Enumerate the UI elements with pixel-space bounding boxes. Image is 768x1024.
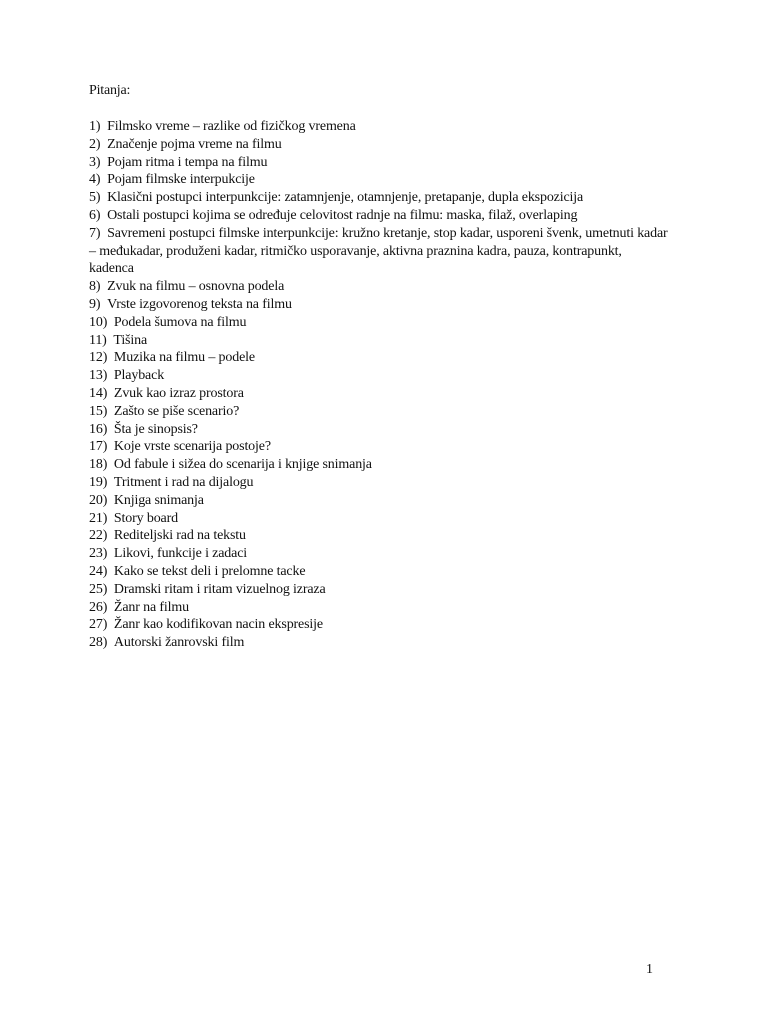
question-number: 22) — [89, 528, 108, 544]
question-item — [89, 616, 669, 634]
question-item — [89, 296, 669, 314]
question-number: 23) — [89, 546, 108, 562]
question-number: 14) — [89, 385, 108, 401]
question-item — [89, 599, 669, 617]
question-number: 26) — [89, 599, 108, 615]
question-text: Pojam filmske interpukcije — [107, 172, 255, 188]
question-item — [89, 581, 669, 599]
page-heading: Pitanja: — [89, 83, 131, 98]
question-number: 20) — [89, 492, 108, 508]
question-number: 17) — [89, 439, 108, 455]
question-item — [89, 367, 669, 385]
question-item — [89, 154, 669, 172]
question-text: Muzika na filmu – podele — [113, 350, 255, 366]
question-text: Šta je sinopsis? — [113, 421, 198, 437]
question-item — [89, 527, 669, 545]
question-item — [89, 545, 669, 563]
question-text: Tišina — [113, 332, 148, 348]
question-number: 21) — [89, 510, 108, 526]
question-text: Story board — [113, 510, 178, 526]
question-item — [89, 136, 669, 154]
question-number: 24) — [89, 563, 108, 579]
question-text: Vrste izgovorenog teksta na filmu — [107, 296, 292, 312]
question-text: Knjiga snimanja — [113, 492, 204, 508]
question-item — [89, 349, 669, 367]
question-number: 27) — [89, 617, 108, 633]
question-text: Rediteljski rad na tekstu — [113, 528, 246, 544]
question-number: 19) — [89, 474, 108, 490]
page-number: 1 — [646, 962, 653, 977]
question-text: Zvuk na filmu – osnovna podela — [107, 279, 285, 295]
question-item — [89, 385, 669, 403]
question-number: 10) — [89, 314, 108, 330]
question-text: Likovi, funkcije i zadaci — [113, 546, 248, 562]
question-text: Podela šumova na filmu — [113, 314, 247, 330]
question-text: Kako se tekst deli i prelomne tacke — [113, 563, 306, 579]
question-number: 9) — [89, 296, 101, 312]
question-text: Zvuk kao izraz prostora — [113, 385, 244, 401]
question-number: 13) — [89, 368, 108, 384]
question-number: 28) — [89, 635, 108, 651]
question-item — [89, 563, 669, 581]
question-text: Savremeni postupci filmske interpunkcije: kružno kretanje, stop kadar, usporeni švenk, umetnuti kadar – međukadar, produženi kadar, ritmičko usporavanje, aktivna praznina kadra, pauza, kontrapunkt, kadenca — [89, 225, 668, 277]
question-item — [89, 456, 669, 474]
question-text: Dramski ritam i ritam vizuelnog izraza — [113, 581, 326, 597]
question-number: 8) — [89, 279, 101, 295]
question-text: Žanr kao kodifikovan nacin ekspresije — [113, 617, 323, 633]
question-item — [89, 474, 669, 492]
question-number: 4) — [89, 172, 101, 188]
question-number: 25) — [89, 581, 108, 597]
question-text: Žanr na filmu — [113, 599, 189, 615]
question-text: Autorski žanrovski film — [113, 635, 245, 651]
question-number: 6) — [89, 207, 101, 223]
question-text: Filmsko vreme – razlike od fizičkog vremena — [107, 119, 356, 134]
question-number: 3) — [89, 154, 101, 170]
question-item — [89, 510, 669, 528]
question-text: Koje vrste scenarija postoje? — [113, 439, 271, 455]
question-text: Playback — [113, 368, 165, 384]
question-item — [89, 225, 669, 278]
question-text: Značenje pojma vreme na filmu — [107, 136, 282, 152]
question-item — [89, 492, 669, 510]
question-item — [89, 438, 669, 456]
question-number: 1) — [89, 119, 101, 134]
question-text: Zašto se piše scenario? — [113, 403, 240, 419]
question-number: 5) — [89, 190, 101, 206]
question-item — [89, 171, 669, 189]
question-text: Ostali postupci kojima se određuje celovitost radnje na filmu: maska, filaž, overlaping — [107, 207, 578, 223]
question-item — [89, 634, 669, 652]
question-text: Klasični postupci interpunkcije: zatamnjenje, otamnjenje, pretapanje, dupla ekspozicija — [107, 190, 584, 206]
question-item — [89, 278, 669, 296]
question-number: 2) — [89, 136, 101, 152]
question-list — [89, 118, 669, 652]
question-item — [89, 118, 669, 136]
question-text: Pojam ritma i tempa na filmu — [107, 154, 268, 170]
question-item — [89, 314, 669, 332]
question-item — [89, 332, 669, 350]
question-number: 16) — [89, 421, 108, 437]
question-number: 18) — [89, 457, 108, 473]
question-text: Tritment i rad na dijalogu — [113, 474, 254, 490]
question-item — [89, 189, 669, 207]
question-number: 7) — [89, 225, 101, 241]
question-number: 15) — [89, 403, 108, 419]
question-item — [89, 421, 669, 439]
question-number: 11) — [89, 332, 107, 348]
question-item — [89, 403, 669, 421]
question-number: 12) — [89, 350, 108, 366]
question-text: Od fabule i sižea do scenarija i knjige snimanja — [113, 457, 372, 473]
question-item — [89, 207, 669, 225]
